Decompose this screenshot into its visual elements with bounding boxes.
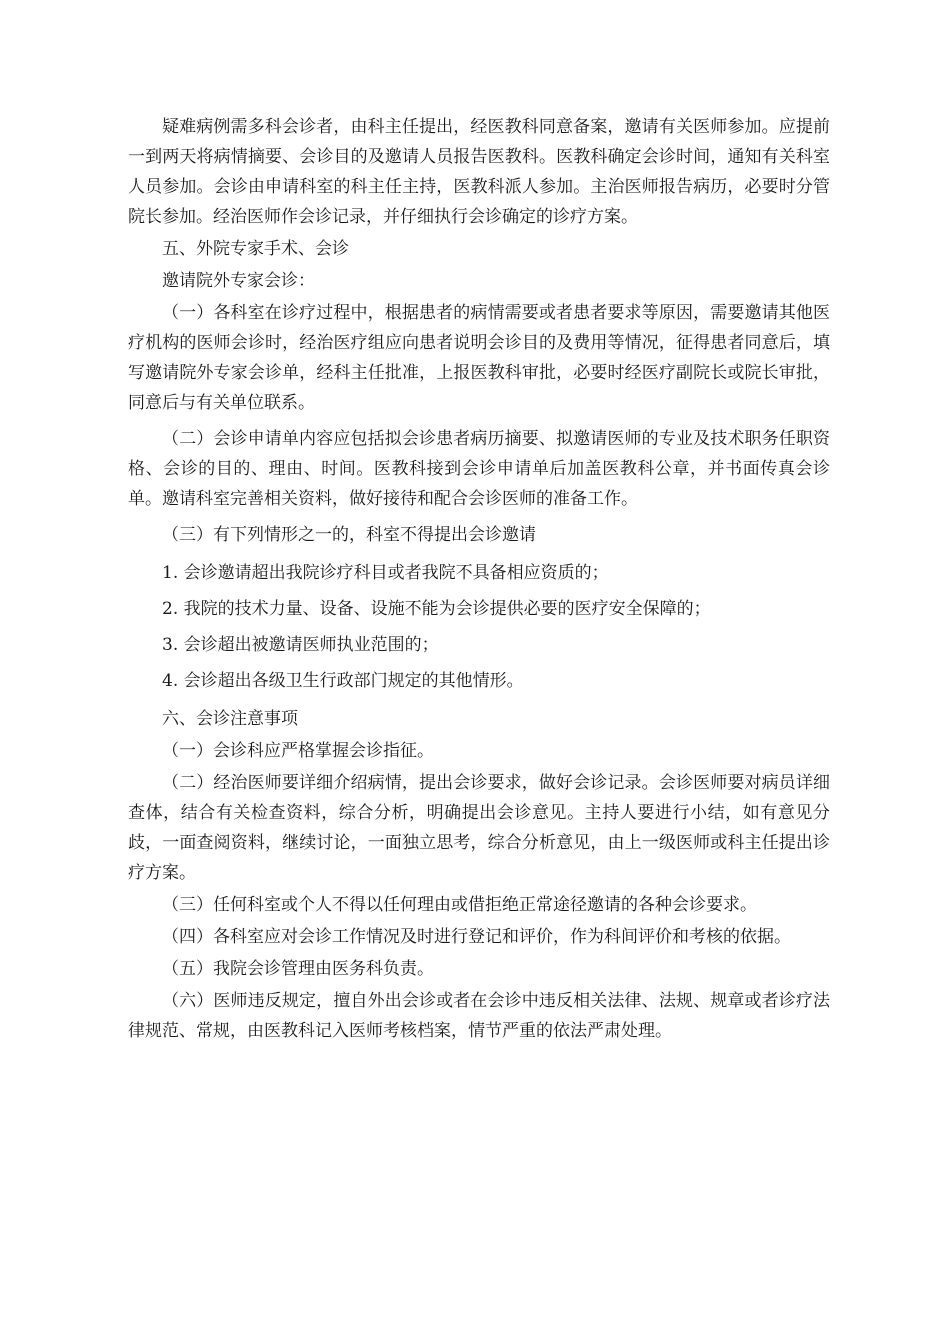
list-item: 4. 会诊超出各级卫生行政部门规定的其他情形。 <box>162 671 524 691</box>
numbered-list <box>128 558 830 696</box>
paragraph-item-3: （三）有下列情形之一的，科室不得提出会诊邀请 <box>162 525 536 545</box>
document-page <box>128 112 830 1046</box>
section-heading-notes: 六、会诊注意事项 <box>162 709 298 729</box>
notes-item-4: （四）各科室应对会诊工作情况及时进行登记和评价，作为科间评价和考核的依据。 <box>162 927 791 947</box>
list-item: 1. 会诊邀请超出我院诊疗科目或者我院不具备相应资质的； <box>162 563 609 583</box>
notes-item-3: （三）任何科室或个人不得以任何理由或借拒绝正常途径邀请的各种会诊要求。 <box>162 895 757 915</box>
notes-item-5: （五）我院会诊管理由医务科负责。 <box>162 959 434 979</box>
section-heading-external-experts: 五、外院专家手术、会诊 <box>162 239 349 259</box>
notes-item-2: （二）经治医师要详细介绍病情，提出会诊要求，做好会诊记录。会诊医师要对病员详细查体，结合有关检查资料，综合分析，明确提出会诊意见。主持人要进行小结，如有意见分歧，一面查阅资料，继续讨论，一面独立思考，综合分析意见，由上一级医师或科主任提出诊疗方案。 <box>128 773 830 883</box>
notes-item-1: （一）会诊科应严格掌握会诊指征。 <box>162 741 434 761</box>
paragraph-item-1: （一）各科室在诊疗过程中，根据患者的病情需要或者患者要求等原因，需要邀请其他医疗机构的医师会诊时，经治医疗组应向患者说明会诊目的及费用等情况，征得患者同意后，填写邀请院外专家会诊单，经科主任批准，上报医教科审批，必要时经医疗副院长或院长审批，同意后与有关单位联系。 <box>128 303 830 413</box>
paragraph-consultation-procedure: 疑难病例需多科会诊者，由科主任提出，经医教科同意备案，邀请有关医师参加。应提前一到两天将病情摘要、会诊目的及邀请人员报告医教科。医教科确定会诊时间，通知有关科室人员参加。会诊由申请科室的科主任主持，医教科派人参加。主治医师报告病历，必要时分管院长参加。经治医师作会诊记录，并仔细执行会诊确定的诊疗方案。 <box>128 117 830 227</box>
subheading-invite-external: 邀请院外专家会诊： <box>162 271 315 291</box>
paragraph-item-2: （二）会诊申请单内容应包括拟会诊患者病历摘要、拟邀请医师的专业及技术职务任职资格、会诊的目的、理由、时间。医教科接到会诊申请单后加盖医教科公章，并书面传真会诊单。邀请科室完善相关资料，做好接待和配合会诊医师的准备工作。 <box>128 429 830 509</box>
list-item: 2. 我院的技术力量、设备、设施不能为会诊提供必要的医疗安全保障的； <box>162 599 711 619</box>
notes-item-6: （六）医师违反规定，擅自外出会诊或者在会诊中违反相关法律、法规、规章或者诊疗法律规范、常规，由医教科记入医师考核档案，情节严重的依法严肃处理。 <box>128 991 830 1041</box>
list-item: 3. 会诊超出被邀请医师执业范围的； <box>162 635 439 655</box>
